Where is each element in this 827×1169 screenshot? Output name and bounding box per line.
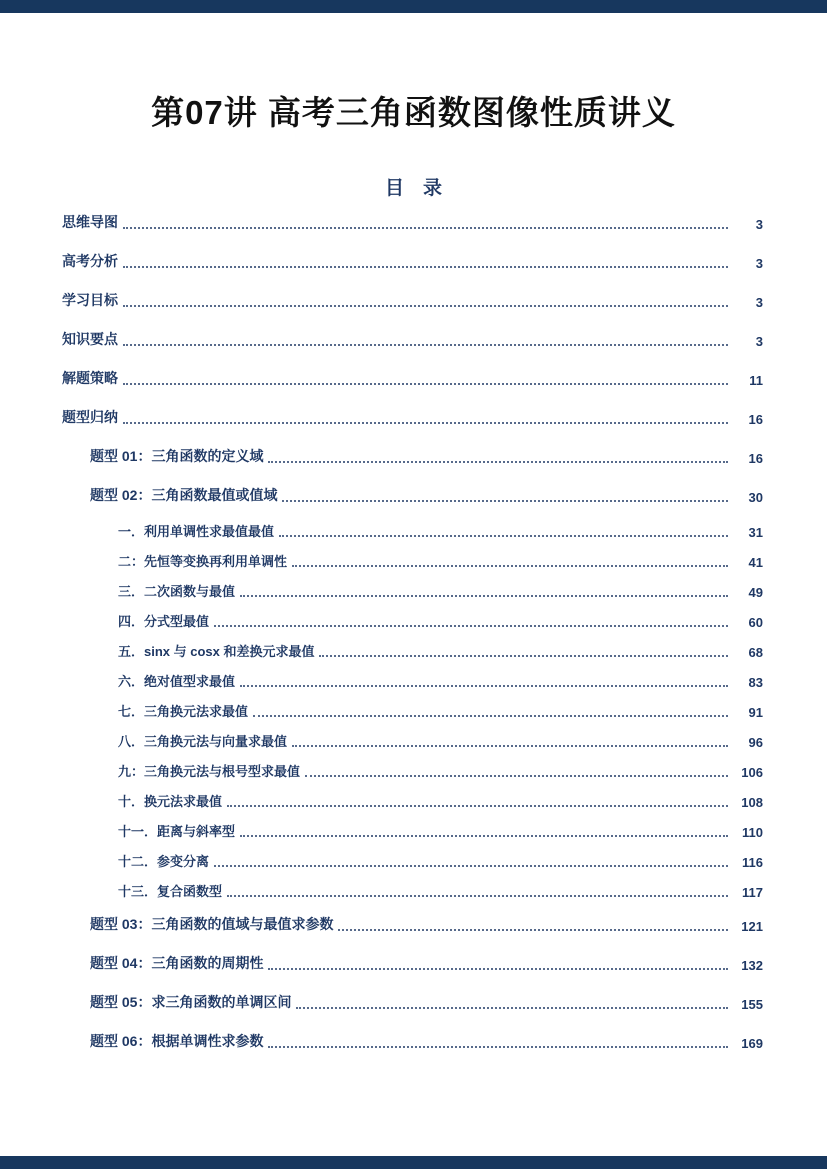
toc-entry-label: 题型 05：求三角函数的单调区间 (90, 994, 292, 1010)
toc-entry-page: 3 (755, 334, 763, 349)
toc-entry-label: 六．绝对值型求最值 (118, 674, 236, 689)
toc-entry-page: 3 (755, 217, 763, 232)
toc-entry[interactable] (62, 848, 763, 878)
toc-dot-leader (214, 625, 728, 627)
toc-dot-leader (268, 1046, 728, 1048)
toc-dot-leader (305, 775, 728, 777)
toc-entry-label: 题型 01：三角函数的定义域 (90, 448, 264, 464)
toc-entry[interactable] (62, 908, 763, 947)
toc-dot-leader (240, 595, 728, 597)
toc-entry-label: 题型 03：三角函数的值域与最值求参数 (90, 916, 334, 932)
toc-entry[interactable] (62, 518, 763, 548)
toc-entry[interactable] (62, 1025, 763, 1064)
toc-entry[interactable] (62, 206, 763, 245)
toc-entry-label: 题型 02：三角函数最值或值域 (90, 487, 278, 503)
toc-entry-page: 132 (741, 958, 763, 973)
toc-entry-page: 31 (748, 525, 763, 540)
toc-entry-label: 题型 06：根据单调性求参数 (90, 1033, 264, 1049)
toc-entry-label: 题型归纳 (62, 409, 118, 425)
toc-entry[interactable] (62, 698, 763, 728)
toc-dot-leader (123, 266, 728, 268)
toc-dot-leader (268, 968, 728, 970)
toc-entry[interactable] (62, 608, 763, 638)
toc-entry-label: 八．三角换元法与向量求最值 (118, 734, 288, 749)
toc-dot-leader (292, 745, 728, 747)
toc-entry-label: 七．三角换元法求最值 (118, 704, 249, 719)
toc-entry-label: 二：先恒等变换再利用单调性 (118, 554, 288, 569)
toc-dot-leader (296, 1007, 728, 1009)
page-title: 第07讲 高考三角函数图像性质讲义 (151, 94, 676, 131)
toc-dot-leader (123, 383, 728, 385)
toc-entry-label: 一．利用单调性求最值最值 (118, 524, 275, 539)
toc-entry[interactable] (62, 401, 763, 440)
toc-entry[interactable] (62, 548, 763, 578)
toc-dot-leader (227, 805, 728, 807)
toc-entry-label: 三．二次函数与最值 (118, 584, 236, 599)
toc-entry-page: 41 (748, 555, 763, 570)
toc-entry-page: 110 (742, 825, 763, 840)
toc-entry-page: 117 (742, 885, 763, 900)
toc (0, 206, 827, 1064)
toc-entry-label: 九：三角换元法与根号型求最值 (118, 764, 301, 779)
toc-dot-leader (292, 565, 728, 567)
toc-entry-page: 60 (748, 615, 763, 630)
toc-entry-page: 106 (741, 765, 763, 780)
toc-dot-leader (279, 535, 728, 537)
bottom-border-bar (0, 1156, 827, 1169)
toc-entry[interactable] (62, 284, 763, 323)
toc-entry-page: 91 (748, 705, 763, 720)
toc-dot-leader (240, 835, 728, 837)
toc-entry-label: 解题策略 (62, 370, 118, 386)
toc-dot-leader (227, 895, 728, 897)
toc-entry-page: 68 (748, 645, 763, 660)
toc-entry-page: 16 (748, 412, 763, 427)
toc-entry[interactable] (62, 578, 763, 608)
toc-entry-page: 11 (749, 373, 763, 388)
toc-entry-page: 30 (748, 490, 763, 505)
toc-entry-label: 五．sinx 与 cosx 和差换元求最值 (118, 644, 315, 659)
toc-entry-page: 83 (748, 675, 763, 690)
toc-entry-label: 十二．参变分离 (118, 854, 210, 869)
toc-dot-leader (253, 715, 728, 717)
toc-dot-leader (268, 461, 728, 463)
toc-entry-page: 121 (741, 919, 763, 934)
toc-dot-leader (123, 344, 728, 346)
toc-entry[interactable] (62, 728, 763, 758)
toc-entry[interactable] (62, 947, 763, 986)
toc-entry[interactable] (62, 479, 763, 518)
toc-heading: 目 录 (384, 178, 442, 199)
toc-entry[interactable] (62, 788, 763, 818)
toc-entry[interactable] (62, 878, 763, 908)
toc-entry-page: 96 (748, 735, 763, 750)
toc-entry-page: 3 (755, 295, 763, 310)
toc-entry[interactable] (62, 362, 763, 401)
toc-entry[interactable] (62, 758, 763, 788)
toc-entry[interactable] (62, 668, 763, 698)
toc-dot-leader (123, 227, 728, 229)
toc-entry-label: 四．分式型最值 (118, 614, 210, 629)
toc-entry[interactable] (62, 638, 763, 668)
toc-entry-label: 十．换元法求最值 (118, 794, 223, 809)
toc-entry[interactable] (62, 440, 763, 479)
toc-dot-leader (338, 929, 728, 931)
toc-entry-label: 十三．复合函数型 (118, 884, 223, 899)
toc-dot-leader (319, 655, 728, 657)
top-border-bar (0, 0, 827, 13)
toc-entry-page: 49 (748, 585, 763, 600)
toc-entry-page: 16 (748, 451, 763, 466)
toc-entry-page: 116 (742, 855, 763, 870)
toc-dot-leader (240, 685, 728, 687)
toc-entry[interactable] (62, 986, 763, 1025)
toc-entry[interactable] (62, 818, 763, 848)
toc-entry-label: 学习目标 (62, 292, 118, 308)
toc-entry[interactable] (62, 323, 763, 362)
toc-entry-page: 3 (755, 256, 763, 271)
toc-entry-label: 知识要点 (62, 331, 118, 347)
toc-entry-page: 155 (741, 997, 763, 1012)
toc-dot-leader (123, 305, 728, 307)
toc-entry[interactable] (62, 245, 763, 284)
toc-dot-leader (282, 500, 728, 502)
toc-entry-page: 108 (741, 795, 763, 810)
toc-dot-leader (214, 865, 728, 867)
toc-entry-label: 思维导图 (62, 214, 118, 230)
toc-entry-label: 十一．距离与斜率型 (118, 824, 236, 839)
toc-entry-label: 题型 04：三角函数的周期性 (90, 955, 264, 971)
toc-entry-label: 高考分析 (62, 253, 118, 269)
toc-entry-page: 169 (741, 1036, 763, 1051)
toc-dot-leader (123, 422, 728, 424)
